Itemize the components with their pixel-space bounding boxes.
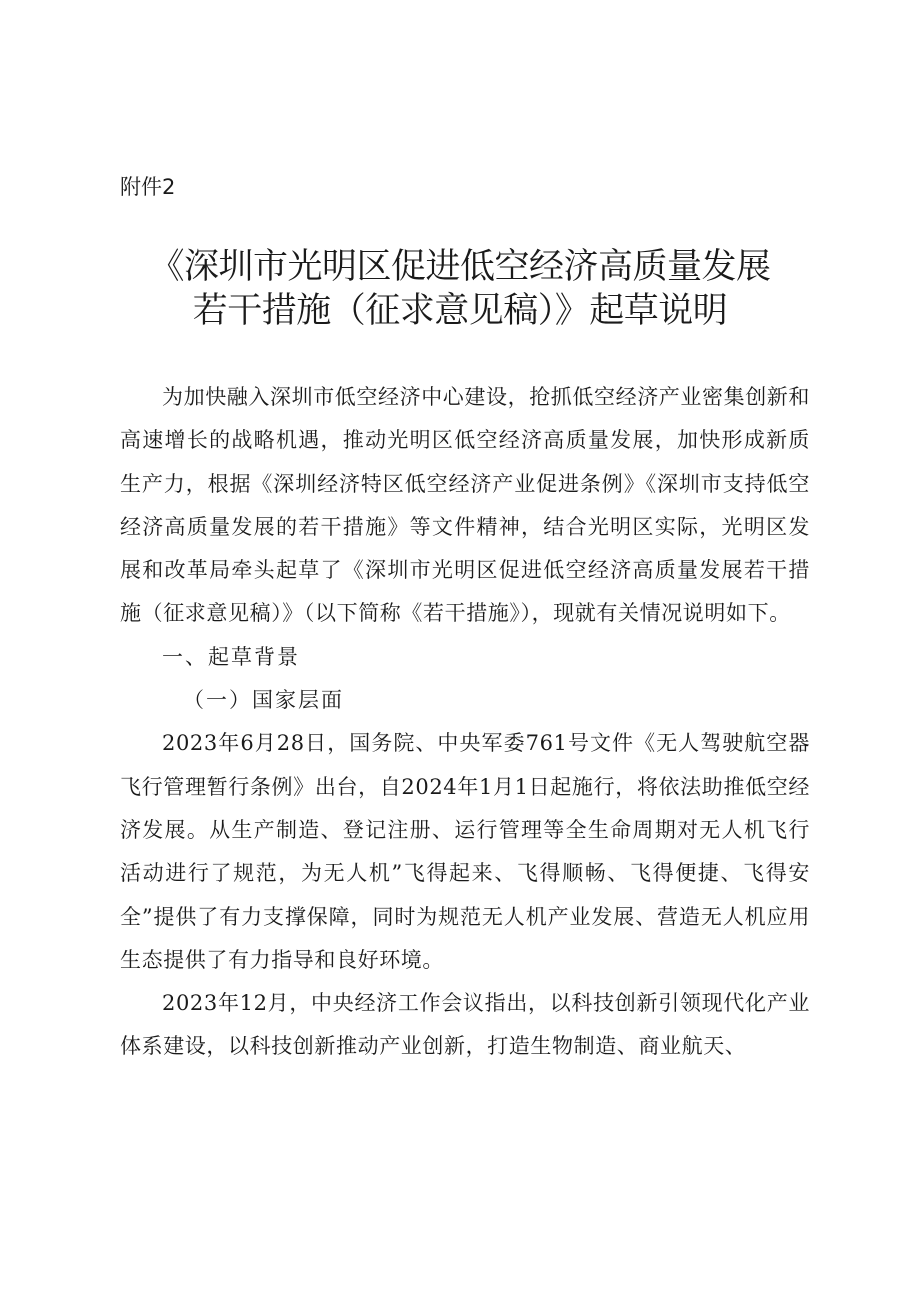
document-title-line-1: 《深圳市光明区促进低空经济高质量发展 [149,247,771,287]
paragraph-2023-december: 2023年12月，中央经济工作会议指出，以科技创新引领现代化产业体系建设，以科技创新推动产业创新，打造生物制造、商业航天、 [120,991,810,1059]
paragraph-2023-june: 2023年6月28日，国务院、中央军委761号文件《无人驾驶航空器飞行管理暂行条例》出台，自2024年1月1日起施行，将依法助推低空经济发展。从生产制造、登记注册、运行管理等全生命周期对无人机飞行活动进行了规范，为无人机”飞得起来、飞得顺畅、飞得便捷、飞得安全”提供了有力支撑保障，同时为规范无人机产业发展、营造无人机应用生态提供了有力指导和良好环境。 [120,731,810,972]
subsection-heading-national: （一）国家层面 [183,688,344,713]
document-body [120,376,810,1069]
attachment-label: 附件2 [120,175,176,199]
document-title-line-2: 若干措施（征求意见稿）》起草说明 [192,291,728,331]
section-heading-background: 一、起草背景 [162,644,300,669]
intro-paragraph: 为加快融入深圳市低空经济中心建设，抢抓低空经济产业密集创新和高速增长的战略机遇，推动光明区低空经济高质量发展，加快形成新质生产力，根据《深圳经济特区低空经济产业促进条例》《深圳市支持低空经济高质量发展的若干措施》等文件精神，结合光明区实际，光明区发展和改革局牵头起草了《深圳市光明区促进低空经济高质量发展若干措施（征求意见稿）》（以下简称《若干措施》），现就有关情况说明如下。 [120,385,810,626]
